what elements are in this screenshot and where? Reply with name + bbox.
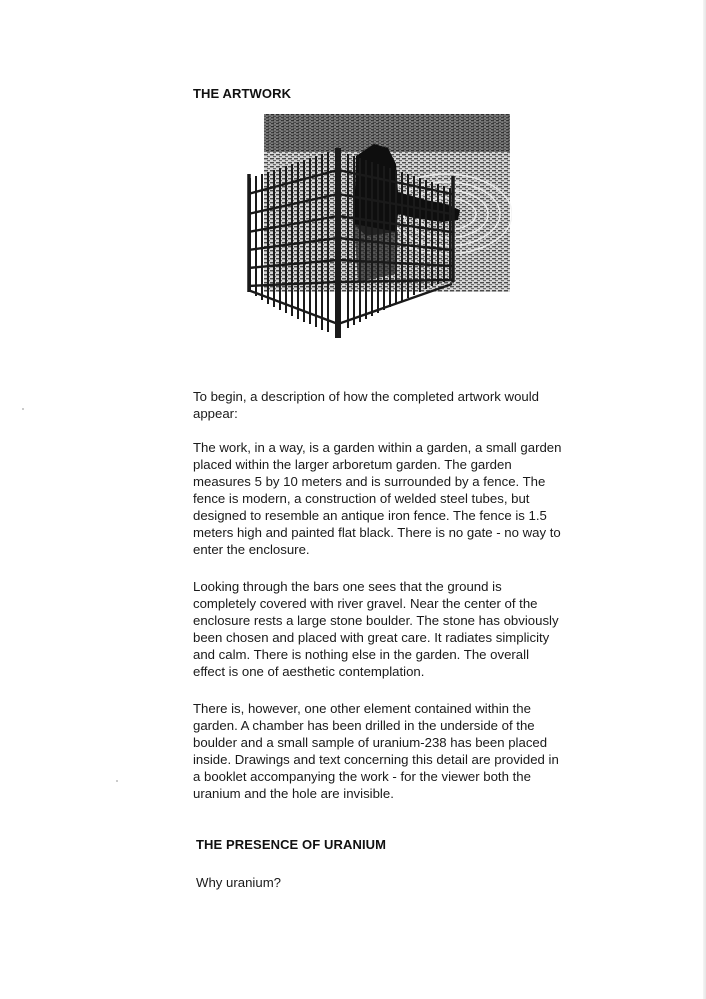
gravel-top-band bbox=[264, 114, 510, 152]
scan-speck bbox=[22, 408, 24, 410]
paragraph-garden-description: The work, in a way, is a garden within a garden, a small garden placed within the larger arboretum garden. The garden measures 5 by 10 meters and is surrounded by a fence. The fence is modern, a construction of welded steel tubes, but designed to resemble an antique iron fence. The fence is 1.5 meters high and painted flat black. There is no gate - no way to enter the enclosure. bbox=[193, 440, 562, 557]
fence-boulder-image bbox=[246, 114, 512, 340]
paragraph-why-uranium: Why uranium? bbox=[196, 875, 282, 890]
section-heading-uranium: THE PRESENCE OF URANIUM bbox=[196, 837, 387, 852]
scan-speck bbox=[116, 780, 118, 782]
paragraph-intro: To begin, a description of how the completed artwork would appear: bbox=[193, 389, 539, 421]
artwork-illustration bbox=[246, 114, 512, 340]
section-heading-artwork: THE ARTWORK bbox=[193, 86, 292, 101]
paragraph-gravel-boulder: Looking through the bars one sees that the ground is completely covered with river gravel. Near the center of the enclosure rests a large stone boulder. The stone has obviously been chosen and placed with great care. It radiates simplicity and calm. There is nothing else in the garden. The overall effect is one of aesthetic contemplation. bbox=[193, 579, 559, 679]
paragraph-uranium-chamber: There is, however, one other element contained within the garden. A chamber has been drilled in the underside of the boulder and a small sample of uranium-238 has been placed inside. Drawings and text concerning this detail are provided in a booklet accompanying the work - for the viewer both the uranium and the hole are invisible. bbox=[193, 701, 559, 801]
